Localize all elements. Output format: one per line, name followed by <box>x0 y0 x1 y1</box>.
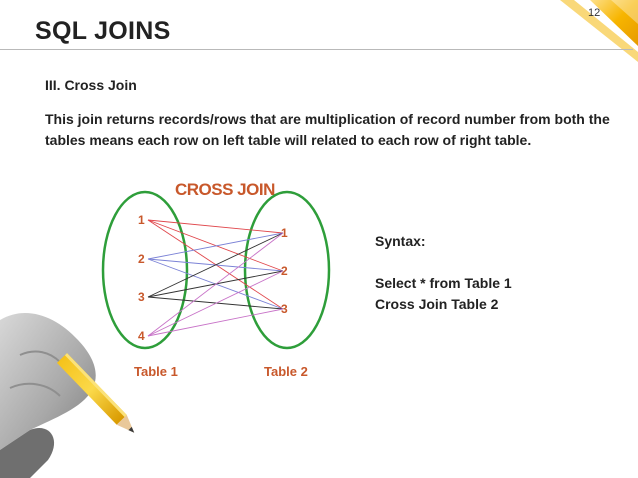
right-row-label-3: 3 <box>281 302 288 316</box>
syntax-spacer <box>375 252 512 273</box>
syntax-box <box>375 231 512 315</box>
join-line-1-3 <box>148 220 283 309</box>
syntax-line-1: Select * from Table 1 <box>375 275 512 291</box>
syntax-heading: Syntax: <box>375 233 426 249</box>
right-row-label-1: 1 <box>281 226 288 240</box>
title-divider <box>0 49 633 50</box>
join-line-1-1 <box>148 220 283 233</box>
join-line-1-2 <box>148 220 283 271</box>
left-row-label-2: 2 <box>138 252 145 266</box>
diagram-title: CROSS JOIN <box>175 180 275 199</box>
join-line-2-1 <box>148 233 283 259</box>
left-row-label-4: 4 <box>138 329 145 343</box>
section-heading: III. Cross Join <box>45 77 137 93</box>
left-row-label-3: 3 <box>138 290 145 304</box>
right-row-label-2: 2 <box>281 264 288 278</box>
slide-number: 12 <box>588 7 601 19</box>
join-line-3-1 <box>148 233 283 297</box>
page-title: SQL JOINS <box>35 17 171 45</box>
right-row-labels <box>281 226 288 316</box>
left-table-label: Table 1 <box>134 364 178 379</box>
hand-with-pencil-image <box>0 300 170 478</box>
syntax-line-2: Cross Join Table 2 <box>375 296 499 312</box>
body-paragraph: This join returns records/rows that are multiplication of record number from both the tables means each row on left table will related to each row of right table. <box>45 111 610 148</box>
right-table-label: Table 2 <box>264 364 308 379</box>
left-row-label-1: 1 <box>138 213 145 227</box>
